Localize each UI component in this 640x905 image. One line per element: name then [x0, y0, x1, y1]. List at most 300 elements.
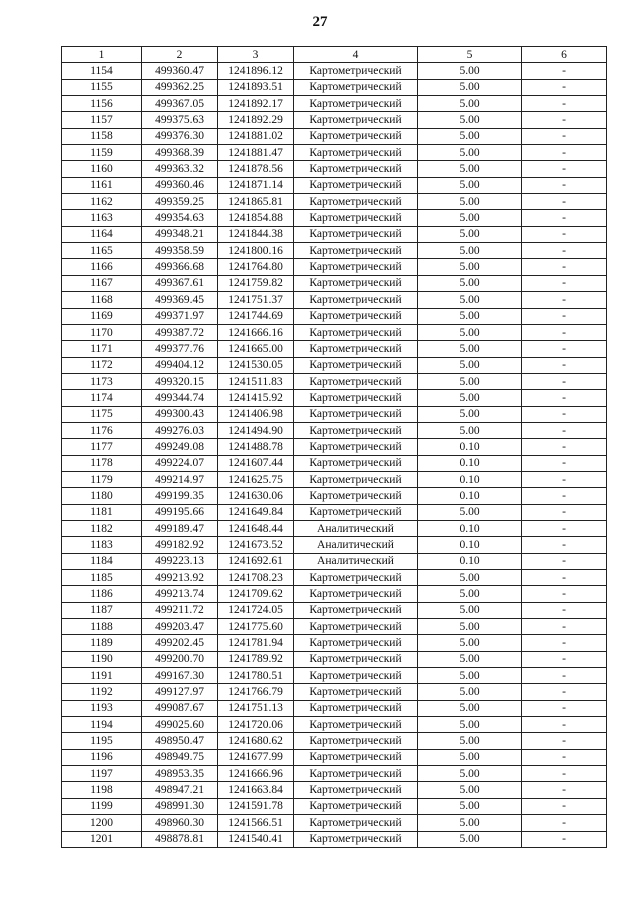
table-cell: 1241871.14 — [218, 177, 294, 193]
table-cell: 499167.30 — [142, 668, 218, 684]
table-cell: - — [522, 537, 607, 553]
table-cell: - — [522, 635, 607, 651]
table-row — [62, 815, 607, 831]
table-cell: - — [522, 194, 607, 210]
table-cell: 1156 — [62, 96, 142, 112]
table-cell: 1199 — [62, 798, 142, 814]
table-cell: Картометрический — [294, 422, 418, 438]
table-cell: - — [522, 96, 607, 112]
table-cell: 5.00 — [418, 570, 522, 586]
table-row — [62, 292, 607, 308]
table-cell: 1179 — [62, 471, 142, 487]
table-cell: - — [522, 471, 607, 487]
table-row — [62, 602, 607, 618]
table-cell: 1241406.98 — [218, 406, 294, 422]
table-cell: - — [522, 406, 607, 422]
table-cell: - — [522, 275, 607, 291]
table-cell: - — [522, 831, 607, 847]
table-cell: 1241591.78 — [218, 798, 294, 814]
table-cell: 1185 — [62, 570, 142, 586]
table-cell: 1193 — [62, 700, 142, 716]
table-cell: 499359.25 — [142, 194, 218, 210]
table-cell: Картометрический — [294, 586, 418, 602]
table-cell: 5.00 — [418, 651, 522, 667]
table-cell: 1241415.92 — [218, 390, 294, 406]
table-cell: 1241789.92 — [218, 651, 294, 667]
table-row — [62, 390, 607, 406]
table-cell: 1241708.23 — [218, 570, 294, 586]
table-row — [62, 226, 607, 242]
table-cell: 1241881.47 — [218, 145, 294, 161]
table-cell: - — [522, 602, 607, 618]
table-cell: - — [522, 243, 607, 259]
table-cell: 499200.70 — [142, 651, 218, 667]
table-cell: 1241893.51 — [218, 79, 294, 95]
column-header: 3 — [218, 47, 294, 63]
table-row — [62, 422, 607, 438]
table-cell: 1197 — [62, 766, 142, 782]
table-cell: Картометрический — [294, 112, 418, 128]
table-cell: Картометрический — [294, 782, 418, 798]
table-cell: - — [522, 210, 607, 226]
table-cell: 1241865.81 — [218, 194, 294, 210]
table-cell: 1154 — [62, 63, 142, 79]
table-cell: - — [522, 798, 607, 814]
table-cell: - — [522, 79, 607, 95]
table-cell: - — [522, 422, 607, 438]
table-row — [62, 161, 607, 177]
table-cell: - — [522, 259, 607, 275]
table-cell: Картометрический — [294, 161, 418, 177]
table-cell: 1241764.80 — [218, 259, 294, 275]
table-cell: Картометрический — [294, 798, 418, 814]
table-cell: 1161 — [62, 177, 142, 193]
table-row — [62, 520, 607, 536]
table-header-row — [62, 47, 607, 63]
table-cell: - — [522, 439, 607, 455]
table-cell: 5.00 — [418, 194, 522, 210]
table-row — [62, 684, 607, 700]
table-cell: 1168 — [62, 292, 142, 308]
table-row — [62, 406, 607, 422]
table-cell: 0.10 — [418, 455, 522, 471]
table-cell: 1155 — [62, 79, 142, 95]
table-cell: Аналитический — [294, 520, 418, 536]
table-cell: 499025.60 — [142, 717, 218, 733]
table-cell: 5.00 — [418, 831, 522, 847]
table-cell: 1241720.06 — [218, 717, 294, 733]
table-cell: 5.00 — [418, 161, 522, 177]
table-cell: 1172 — [62, 357, 142, 373]
table-row — [62, 63, 607, 79]
table-cell: Картометрический — [294, 194, 418, 210]
table-cell: Аналитический — [294, 537, 418, 553]
table-cell: 499366.68 — [142, 259, 218, 275]
table-cell: 499404.12 — [142, 357, 218, 373]
table-cell: 1175 — [62, 406, 142, 422]
table-cell: 1195 — [62, 733, 142, 749]
table-cell: 1173 — [62, 373, 142, 389]
table-row — [62, 373, 607, 389]
table-cell: 5.00 — [418, 177, 522, 193]
table-cell: 5.00 — [418, 668, 522, 684]
table-cell: - — [522, 684, 607, 700]
table-cell: 1241511.83 — [218, 373, 294, 389]
column-header: 4 — [294, 47, 418, 63]
table-cell: 1241530.05 — [218, 357, 294, 373]
table-cell: 1189 — [62, 635, 142, 651]
table-cell: 1181 — [62, 504, 142, 520]
table-cell: Картометрический — [294, 635, 418, 651]
table-cell: 5.00 — [418, 422, 522, 438]
table-cell: - — [522, 570, 607, 586]
table-cell: 499224.07 — [142, 455, 218, 471]
table-cell: Картометрический — [294, 455, 418, 471]
table-cell: 1187 — [62, 602, 142, 618]
table-cell: 1180 — [62, 488, 142, 504]
table-cell: 1166 — [62, 259, 142, 275]
table-cell: 1241680.62 — [218, 733, 294, 749]
table-cell: 499376.30 — [142, 128, 218, 144]
table-cell: Картометрический — [294, 357, 418, 373]
table-cell: 1241540.41 — [218, 831, 294, 847]
table-cell: 498960.30 — [142, 815, 218, 831]
table-cell: Картометрический — [294, 292, 418, 308]
table-cell: 5.00 — [418, 406, 522, 422]
table-cell: Картометрический — [294, 815, 418, 831]
table-cell: 1159 — [62, 145, 142, 161]
table-row — [62, 259, 607, 275]
table-cell: 1188 — [62, 619, 142, 635]
table-cell: 1162 — [62, 194, 142, 210]
table-cell: 499276.03 — [142, 422, 218, 438]
table-cell: 1241649.84 — [218, 504, 294, 520]
table-cell: 5.00 — [418, 619, 522, 635]
table-cell: - — [522, 357, 607, 373]
table-cell: 499249.08 — [142, 439, 218, 455]
table-cell: Картометрический — [294, 79, 418, 95]
table-row — [62, 733, 607, 749]
table-cell: Картометрический — [294, 406, 418, 422]
table-row — [62, 96, 607, 112]
table-cell: - — [522, 455, 607, 471]
table-cell: Картометрический — [294, 145, 418, 161]
table-cell: 0.10 — [418, 439, 522, 455]
table-row — [62, 668, 607, 684]
table-cell: Картометрический — [294, 570, 418, 586]
table-cell: 5.00 — [418, 635, 522, 651]
table-cell: 5.00 — [418, 766, 522, 782]
page-number: 27 — [312, 14, 328, 30]
table-row — [62, 128, 607, 144]
table-row — [62, 439, 607, 455]
table-cell: 1196 — [62, 749, 142, 765]
table-cell: 498953.35 — [142, 766, 218, 782]
table-cell: 499320.15 — [142, 373, 218, 389]
table-row — [62, 357, 607, 373]
table-row — [62, 586, 607, 602]
table-cell: 499214.97 — [142, 471, 218, 487]
table-cell: 499300.43 — [142, 406, 218, 422]
table-cell: 1241892.17 — [218, 96, 294, 112]
table-cell: 1198 — [62, 782, 142, 798]
table-cell: 1170 — [62, 324, 142, 340]
table-cell: 499367.05 — [142, 96, 218, 112]
table-row — [62, 308, 607, 324]
table-cell: Картометрический — [294, 504, 418, 520]
table-cell: 499199.35 — [142, 488, 218, 504]
table-cell: 1241566.51 — [218, 815, 294, 831]
table-cell: 499371.97 — [142, 308, 218, 324]
table-cell: - — [522, 651, 607, 667]
table-cell: Картометрический — [294, 308, 418, 324]
column-header: 2 — [142, 47, 218, 63]
table-cell: 499223.13 — [142, 553, 218, 569]
table-cell: 1241878.56 — [218, 161, 294, 177]
table-cell: 1177 — [62, 439, 142, 455]
table-cell: Картометрический — [294, 128, 418, 144]
table-cell: - — [522, 717, 607, 733]
table-cell: 499087.67 — [142, 700, 218, 716]
table-row — [62, 766, 607, 782]
table-cell: Картометрический — [294, 210, 418, 226]
table-cell: 5.00 — [418, 128, 522, 144]
table-cell: Картометрический — [294, 324, 418, 340]
table-cell: 0.10 — [418, 537, 522, 553]
table-row — [62, 782, 607, 798]
table-cell: - — [522, 504, 607, 520]
table-cell: - — [522, 619, 607, 635]
table-cell: Аналитический — [294, 553, 418, 569]
table-row — [62, 471, 607, 487]
table-cell: 1186 — [62, 586, 142, 602]
table-row — [62, 700, 607, 716]
table-cell: 498950.47 — [142, 733, 218, 749]
table-cell: 5.00 — [418, 749, 522, 765]
table-cell: 1164 — [62, 226, 142, 242]
table-cell: 5.00 — [418, 243, 522, 259]
table-cell: 1241854.88 — [218, 210, 294, 226]
table-cell: 5.00 — [418, 782, 522, 798]
table-cell: 499344.74 — [142, 390, 218, 406]
table-cell: 5.00 — [418, 815, 522, 831]
table-cell: 5.00 — [418, 63, 522, 79]
table-cell: Картометрический — [294, 373, 418, 389]
table-cell: 1241781.94 — [218, 635, 294, 651]
table-cell: - — [522, 700, 607, 716]
table-cell: 5.00 — [418, 226, 522, 242]
table-cell: - — [522, 63, 607, 79]
table-cell: 1183 — [62, 537, 142, 553]
table-cell: - — [522, 766, 607, 782]
table-cell: 1190 — [62, 651, 142, 667]
table-cell: - — [522, 308, 607, 324]
table-cell: 1194 — [62, 717, 142, 733]
table-cell: 499367.61 — [142, 275, 218, 291]
table-row — [62, 243, 607, 259]
table-cell: 499354.63 — [142, 210, 218, 226]
table-cell: 1241751.13 — [218, 700, 294, 716]
table-cell: - — [522, 733, 607, 749]
table-row — [62, 831, 607, 847]
table-row — [62, 570, 607, 586]
table-cell: 5.00 — [418, 259, 522, 275]
table-cell: Картометрический — [294, 766, 418, 782]
table-cell: - — [522, 324, 607, 340]
table-cell: 1171 — [62, 341, 142, 357]
table-cell: 1184 — [62, 553, 142, 569]
table-cell: - — [522, 177, 607, 193]
column-header: 1 — [62, 47, 142, 63]
table-cell: 499368.39 — [142, 145, 218, 161]
table-cell: Картометрический — [294, 390, 418, 406]
table-cell: 499213.74 — [142, 586, 218, 602]
table-cell: 1241630.06 — [218, 488, 294, 504]
table-row — [62, 553, 607, 569]
table-cell: - — [522, 586, 607, 602]
table-cell: 5.00 — [418, 390, 522, 406]
table-cell: 499189.47 — [142, 520, 218, 536]
table-cell: 499203.47 — [142, 619, 218, 635]
table-cell: Картометрический — [294, 619, 418, 635]
table-cell: - — [522, 749, 607, 765]
table-cell: 499362.25 — [142, 79, 218, 95]
table-cell: 499213.92 — [142, 570, 218, 586]
table-row — [62, 324, 607, 340]
table-cell: Картометрический — [294, 684, 418, 700]
table-cell: Картометрический — [294, 341, 418, 357]
table-cell: 1241775.60 — [218, 619, 294, 635]
table-cell: Картометрический — [294, 471, 418, 487]
table-cell: 499360.46 — [142, 177, 218, 193]
table-row — [62, 145, 607, 161]
table-cell: 498878.81 — [142, 831, 218, 847]
table-cell: Картометрический — [294, 668, 418, 684]
table-cell: 5.00 — [418, 210, 522, 226]
table-cell: Картометрический — [294, 96, 418, 112]
table-cell: Картометрический — [294, 63, 418, 79]
table-cell: 1178 — [62, 455, 142, 471]
table-cell: - — [522, 373, 607, 389]
table-row — [62, 749, 607, 765]
table-cell: 1157 — [62, 112, 142, 128]
table-cell: - — [522, 112, 607, 128]
table-cell: 5.00 — [418, 112, 522, 128]
table-cell: 499375.63 — [142, 112, 218, 128]
table-cell: 5.00 — [418, 292, 522, 308]
table-cell: Картометрический — [294, 177, 418, 193]
table-cell: - — [522, 145, 607, 161]
table-cell: Картометрический — [294, 275, 418, 291]
table-cell: 1176 — [62, 422, 142, 438]
table-body — [62, 63, 607, 848]
table-cell: - — [522, 815, 607, 831]
table-cell: 5.00 — [418, 96, 522, 112]
table-cell: - — [522, 161, 607, 177]
table-cell: 5.00 — [418, 79, 522, 95]
table-cell: 499348.21 — [142, 226, 218, 242]
table-cell: 1200 — [62, 815, 142, 831]
table-row — [62, 619, 607, 635]
table-row — [62, 194, 607, 210]
table-row — [62, 651, 607, 667]
table-cell: 1191 — [62, 668, 142, 684]
table-cell: - — [522, 782, 607, 798]
table-cell: 498949.75 — [142, 749, 218, 765]
table-row — [62, 455, 607, 471]
table-cell: - — [522, 520, 607, 536]
table-cell: - — [522, 292, 607, 308]
table-cell: 1241663.84 — [218, 782, 294, 798]
table-cell: 498947.21 — [142, 782, 218, 798]
table-cell: 499211.72 — [142, 602, 218, 618]
table-cell: Картометрический — [294, 226, 418, 242]
table-cell: 5.00 — [418, 684, 522, 700]
table-cell: Картометрический — [294, 651, 418, 667]
table-cell: Картометрический — [294, 488, 418, 504]
table-cell: 1192 — [62, 684, 142, 700]
table-row — [62, 537, 607, 553]
table-cell: 1241709.62 — [218, 586, 294, 602]
table-cell: 1241648.44 — [218, 520, 294, 536]
table-cell: 5.00 — [418, 275, 522, 291]
table-cell: 499360.47 — [142, 63, 218, 79]
table-cell: 499369.45 — [142, 292, 218, 308]
table-cell: 5.00 — [418, 733, 522, 749]
table-cell: 1241494.90 — [218, 422, 294, 438]
table-row — [62, 275, 607, 291]
table-cell: 0.10 — [418, 520, 522, 536]
table-cell: 1241666.16 — [218, 324, 294, 340]
table-cell: Картометрический — [294, 259, 418, 275]
table-cell: - — [522, 488, 607, 504]
table-cell: 1241766.79 — [218, 684, 294, 700]
table-cell: 1241666.96 — [218, 766, 294, 782]
table-cell: 1241744.69 — [218, 308, 294, 324]
table-cell: 1241673.52 — [218, 537, 294, 553]
table-cell: 1241625.75 — [218, 471, 294, 487]
table-row — [62, 210, 607, 226]
table-cell: Картометрический — [294, 700, 418, 716]
table-cell: 1182 — [62, 520, 142, 536]
table-cell: 1241780.51 — [218, 668, 294, 684]
table-row — [62, 635, 607, 651]
table-cell: 1241488.78 — [218, 439, 294, 455]
table-cell: 5.00 — [418, 602, 522, 618]
table-cell: 5.00 — [418, 798, 522, 814]
table-cell: Картометрический — [294, 602, 418, 618]
table-cell: - — [522, 341, 607, 357]
table-cell: 5.00 — [418, 308, 522, 324]
table-cell: - — [522, 390, 607, 406]
table-cell: Картометрический — [294, 439, 418, 455]
table-row — [62, 798, 607, 814]
table-cell: 1241751.37 — [218, 292, 294, 308]
table-cell: 1241665.00 — [218, 341, 294, 357]
table-cell: 0.10 — [418, 488, 522, 504]
table-cell: 499127.97 — [142, 684, 218, 700]
table-row — [62, 717, 607, 733]
table-cell: 0.10 — [418, 471, 522, 487]
table-cell: Картометрический — [294, 733, 418, 749]
table-cell: 499358.59 — [142, 243, 218, 259]
table-cell: 499195.66 — [142, 504, 218, 520]
table-cell: - — [522, 128, 607, 144]
table-cell: 5.00 — [418, 504, 522, 520]
table-cell: 499202.45 — [142, 635, 218, 651]
coordinates-table — [61, 46, 607, 848]
table-cell: 1169 — [62, 308, 142, 324]
